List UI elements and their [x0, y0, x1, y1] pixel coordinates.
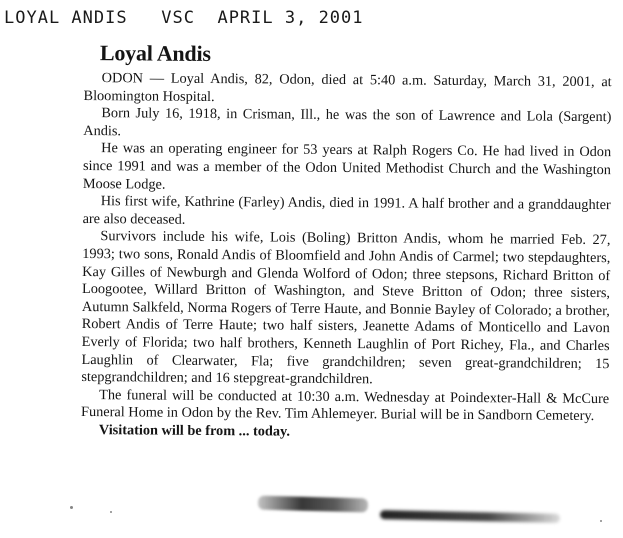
obituary-paragraph-birth: Born July 16, 1918, in Crisman, Ill., he was the son of Lawrence and Lola (Sargent) Andis.: [83, 105, 612, 140]
obituary-paragraph-visitation: Visitation will be from ... today.: [98, 422, 291, 440]
obituary-paragraph-death: ODON — Loyal Andis, 82, Odon, died at 5:40 a.m. Saturday, March 31, 2001, at Bloomington Hospital.: [83, 70, 612, 105]
clipping-source-header: LOYAL ANDIS VSC APRIL 3, 2001: [4, 8, 364, 28]
obituary-paragraph-career: He was an operating engineer for 53 years at Ralph Rogers Co. He had lived in Odon since 1991 and was a member of the Odon United Methodist Church and the Washington Moose Lodge.: [82, 140, 612, 193]
ink-smudge: [258, 496, 368, 513]
scan-speck: [70, 506, 73, 509]
obituary-paragraph-predeceased: His first wife, Kathrine (Farley) Andis, died in 1991. A half brother and a granddaughter are also deceased.: [82, 193, 611, 228]
scan-speck: [110, 511, 112, 513]
obituary-headline: Loyal Andis: [99, 40, 211, 66]
obituary-paragraph-funeral: The funeral will be conducted at 10:30 a.m. Wednesday at Poindexter-Hall & McCure Funeral Home in Odon by the Rev. Tim Ahlemeyer. Burial will be in Sandborn Cemetery.: [81, 386, 610, 425]
obituary-clipping: [81, 40, 612, 444]
scan-speck: [600, 520, 602, 522]
obituary-paragraph-survivors: Survivors include his wife, Lois (Boling) Britton Andis, whom he married Feb. 27, 1993; two sons, Ronald Andis of Bloomfield and John Andis of Carmel; two stepdaughters, Kay Gilles of Newburgh and Glenda Wolford of Odon; three stepsons, Richard Britton of Loogootee, Willard Britton of Washington, and Steve Britton of Odon; three sisters, Autumn Salkfeld, Norma Rogers of Terre Haute, and Bonnie Bayley of Colorado; a brother, Robert Andis of Terre Haute; two half sisters, Jeanette Adams of Monticello and Lavon Everly of Florida; two half brothers, Kenneth Laughlin of Port Richey, Fla., and Charles Laughlin of Clearwater, Fla; five grandchildren; seven great-grandchildren; 15 stepgrandchildren; and 16 stepgreat-grandchildren.: [81, 228, 611, 388]
ink-smear: [380, 510, 560, 523]
